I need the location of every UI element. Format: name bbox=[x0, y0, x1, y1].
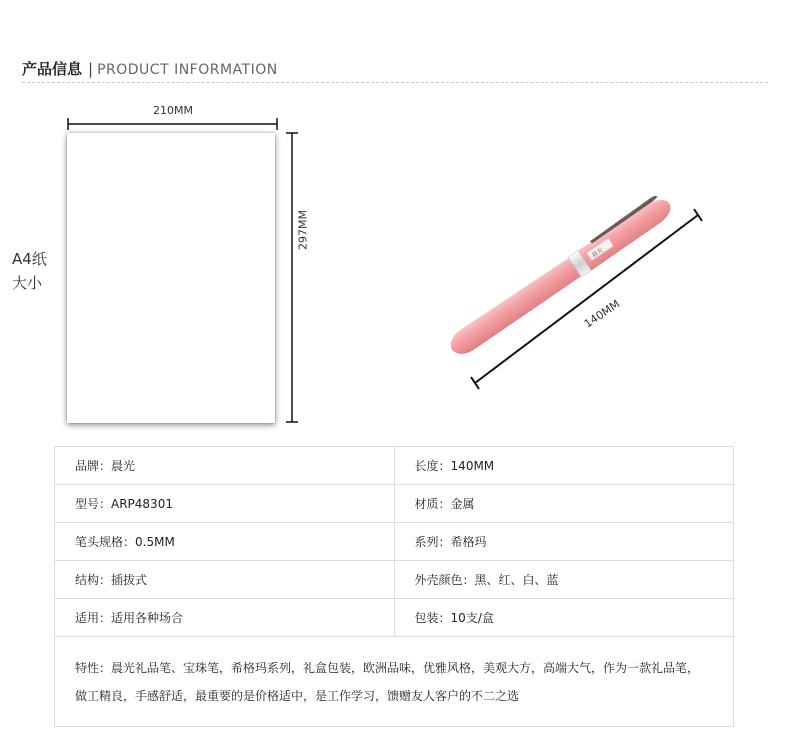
paper-label-line1: A4纸 bbox=[12, 250, 47, 268]
section-title-en: PRODUCT INFORMATION bbox=[97, 62, 278, 78]
paper-height-label: 297MM bbox=[296, 210, 310, 250]
table-row bbox=[55, 561, 734, 599]
spec-structure: 结构：插拔式 bbox=[55, 561, 395, 599]
section-title-cn: 产品信息 bbox=[22, 60, 83, 78]
table-row bbox=[55, 485, 734, 523]
spec-material: 材质：金属 bbox=[394, 485, 733, 523]
pen-length-label: 140MM bbox=[581, 297, 623, 331]
spec-model: 型号：ARP48301 bbox=[55, 485, 395, 523]
spec-length: 长度：140MM bbox=[394, 447, 733, 485]
table-row bbox=[55, 637, 734, 727]
title-separator: | bbox=[88, 60, 94, 78]
spec-shell-color: 外壳颜色：黑、红、白、蓝 bbox=[394, 561, 733, 599]
spec-features bbox=[55, 637, 734, 727]
pen-imprint: 晨光 bbox=[590, 246, 605, 260]
spec-usage: 适用：适用各种场合 bbox=[55, 599, 395, 637]
features-line1: 特性：晨光礼品笔、宝珠笔，希格玛系列，礼盒包装，欧洲品味，优雅风格，美观大方，高端大气，作为一款礼品笔， bbox=[75, 660, 700, 675]
spec-table bbox=[54, 446, 734, 727]
pen-length-dimension-line bbox=[471, 209, 702, 389]
spec-packaging: 包装：10支/盒 bbox=[394, 599, 733, 637]
width-dimension-line bbox=[68, 118, 277, 130]
paper-label-line2: 大小 bbox=[12, 274, 43, 292]
pen-illustration bbox=[444, 191, 676, 360]
table-row bbox=[55, 447, 734, 485]
features-line2: 做工精良，手感舒适，最重要的是价格适中，是工作学习，馈赠友人客户的不二之选 bbox=[75, 688, 520, 703]
paper-width-label: 210MM bbox=[153, 104, 193, 117]
table-row bbox=[55, 523, 734, 561]
spec-series: 系列：希格玛 bbox=[394, 523, 733, 561]
table-row bbox=[55, 599, 734, 637]
spec-tip-size: 笔头规格：0.5MM bbox=[55, 523, 395, 561]
spec-brand: 品牌：晨光 bbox=[55, 447, 395, 485]
height-dimension-line bbox=[286, 133, 298, 422]
